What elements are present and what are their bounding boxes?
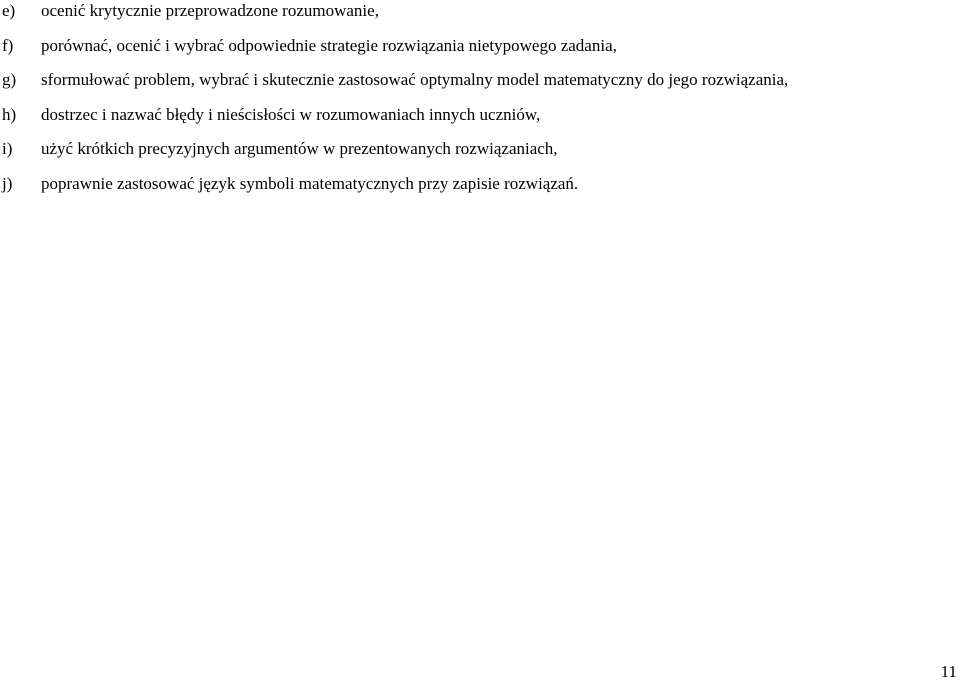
list-item-g [0,63,960,98]
list-item-marker: f) [2,35,14,55]
page-number: 11 [940,662,957,681]
list-item-j [0,167,960,202]
list-item-text: użyć krótkich precyzyjnych argumentów w prezentowanych rozwiązaniach, [41,139,558,158]
list-item-h [0,98,960,133]
list-item-marker: g) [2,70,17,89]
list-item-marker: j) [2,173,13,193]
list-item-text: porównać, ocenić i wybrać odpowiednie strategie rozwiązania nietypowego zadania, [41,35,617,55]
list-item-text: dostrzec i nazwać błędy i nieścisłości w rozumowaniach innych uczniów, [41,104,541,124]
list-item-text: ocenić krytycznie przeprowadzone rozumowanie, [41,1,379,20]
list-item-f [0,29,960,64]
list-item-text: poprawnie zastosować język symboli matematycznych przy zapisie rozwiązań. [41,173,579,193]
list-item-marker: e) [2,1,16,20]
list-item-marker: h) [2,104,17,124]
list-item-text: sformułować problem, wybrać i skutecznie zastosować optymalny model matematyczny do jego rozwiązania, [41,70,789,89]
list-item-e [0,0,960,29]
list-item-marker: i) [2,139,13,158]
list-item-i [0,132,960,167]
requirements-list [0,0,960,201]
